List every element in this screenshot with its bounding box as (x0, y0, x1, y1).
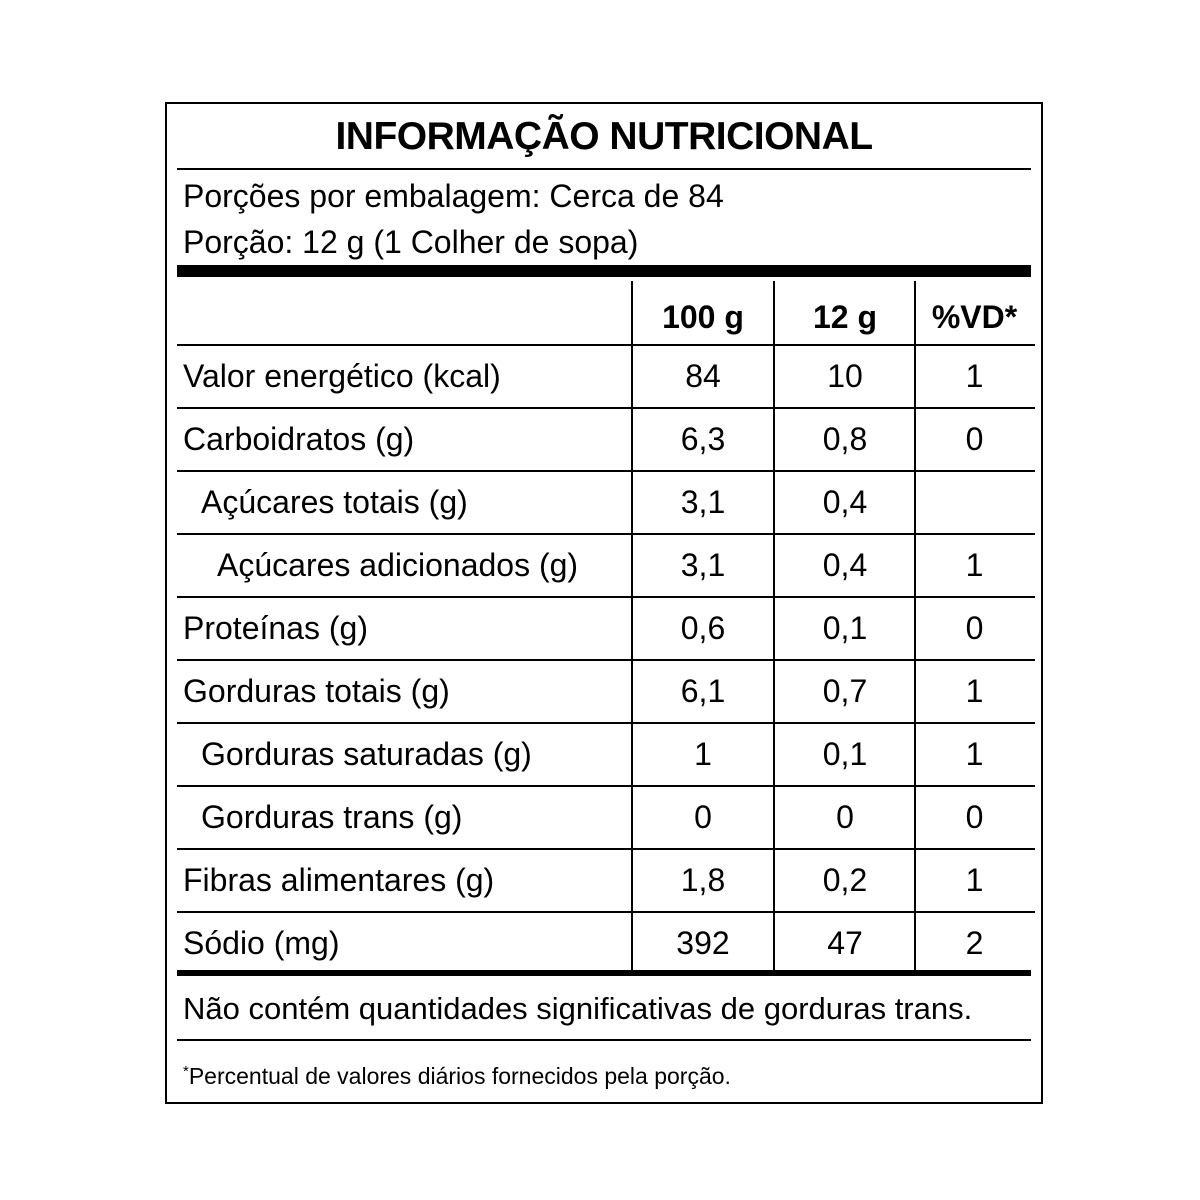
trans-fat-note: Não contém quantidades significativas de gorduras trans. (183, 991, 973, 1026)
title-divider (177, 168, 1031, 170)
value-daily-percent: 1 (965, 673, 984, 709)
servings-per-package: Porções por embalagem: Cerca de 84 (183, 178, 724, 214)
value-daily-percent: 1 (965, 736, 984, 772)
value-per-100g: 6,1 (680, 673, 726, 709)
column-header-serving: 12 g (812, 299, 878, 335)
value-daily-percent: 2 (965, 925, 984, 961)
note-divider (177, 1039, 1031, 1041)
row-divider (177, 407, 1035, 409)
value-daily-percent: 1 (965, 358, 984, 394)
value-per-100g: 0,6 (680, 610, 726, 646)
value-daily-percent: 1 (965, 547, 984, 583)
row-divider (177, 848, 1035, 850)
nutrition-facts-label (165, 102, 1043, 1104)
nutrient-name: Fibras alimentares (g) (183, 862, 495, 898)
value-daily-percent: 0 (965, 799, 984, 835)
value-per-100g: 1 (694, 736, 712, 772)
serving-size: Porção: 12 g (1 Colher de sopa) (183, 224, 639, 260)
value-per-serving: 0,4 (822, 484, 868, 520)
value-per-serving: 0,2 (822, 862, 868, 898)
row-divider (177, 911, 1035, 913)
value-per-serving: 0,7 (822, 673, 868, 709)
daily-value-footnote (183, 1057, 731, 1091)
row-divider (177, 659, 1035, 661)
nutrient-name: Gorduras saturadas (g) (201, 736, 532, 772)
row-divider (177, 596, 1035, 598)
thick-divider-bottom (177, 970, 1031, 976)
value-per-100g: 3,1 (680, 484, 726, 520)
nutrient-name: Proteínas (g) (183, 610, 368, 646)
value-daily-percent: 0 (965, 610, 984, 646)
value-per-serving: 0,4 (822, 547, 868, 583)
column-header-100g: 100 g (662, 299, 744, 335)
nutrient-name: Açúcares adicionados (g) (217, 547, 579, 583)
row-divider (177, 533, 1035, 535)
value-per-100g: 1,8 (680, 862, 726, 898)
value-per-serving: 0,1 (822, 610, 868, 646)
value-per-100g: 0 (694, 799, 712, 835)
value-per-100g: 3,1 (680, 547, 726, 583)
nutrient-name: Gorduras trans (g) (201, 799, 463, 835)
value-per-serving: 0,1 (822, 736, 868, 772)
value-per-serving: 47 (827, 925, 863, 961)
row-divider (177, 785, 1035, 787)
value-daily-percent: 0 (965, 421, 984, 457)
value-per-100g: 392 (676, 925, 730, 961)
column-header-daily-value: %VD* (931, 299, 1018, 335)
thick-divider-top (177, 265, 1031, 277)
row-divider (177, 470, 1035, 472)
value-per-100g: 84 (685, 358, 721, 394)
nutrient-name: Valor energético (kcal) (183, 358, 501, 394)
value-per-serving: 10 (827, 358, 863, 394)
row-divider (177, 722, 1035, 724)
value-per-100g: 6,3 (680, 421, 726, 457)
row-divider (177, 344, 1035, 346)
footnote-text: Percentual de valores diários fornecidos pela porção. (188, 1063, 731, 1089)
value-per-serving: 0,8 (822, 421, 868, 457)
label-title: INFORMAÇÃO NUTRICIONAL (335, 115, 873, 158)
nutrient-name: Carboidratos (g) (183, 421, 415, 457)
nutrient-name: Gorduras totais (g) (183, 673, 450, 709)
nutrient-name: Sódio (mg) (183, 925, 340, 961)
value-per-serving: 0 (836, 799, 854, 835)
footnote-mark: * (183, 1063, 189, 1080)
nutrient-name: Açúcares totais (g) (201, 484, 468, 520)
value-daily-percent: 1 (965, 862, 984, 898)
